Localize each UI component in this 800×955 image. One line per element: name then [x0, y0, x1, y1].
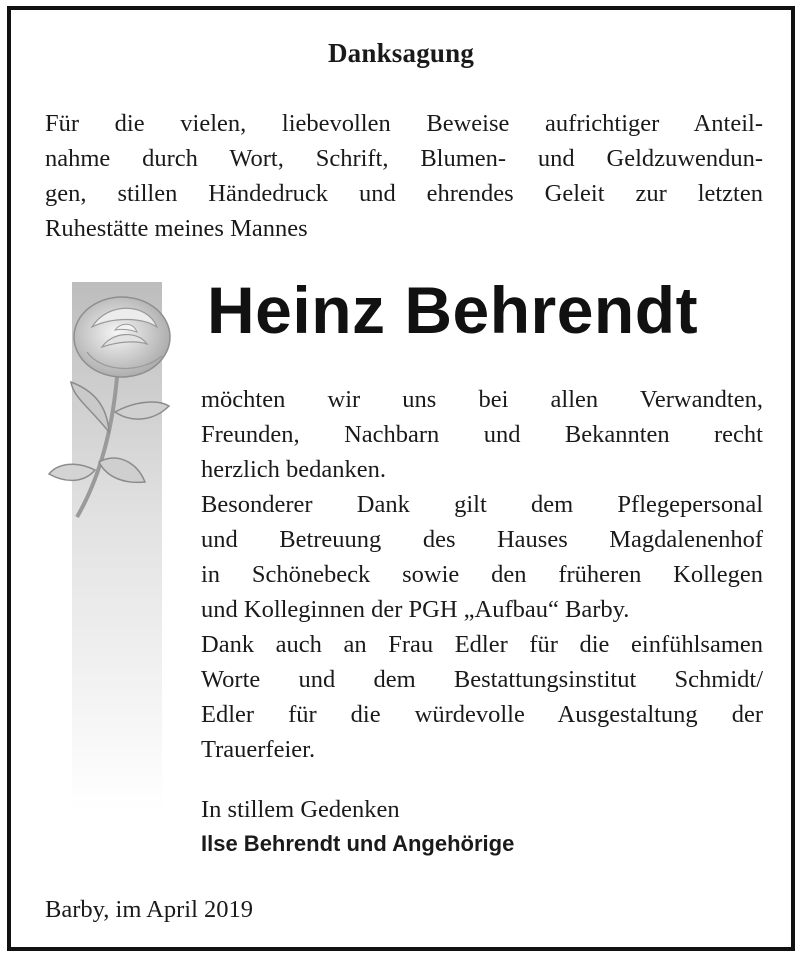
body-line: in Schönebeck sowie den früheren Kollegen: [201, 561, 763, 588]
deceased-name: Heinz Behrendt: [207, 273, 699, 347]
signature: Ilse Behrendt und Angehörige: [201, 831, 515, 856]
intro-line: gen, stillen Händedruck und ehrendes Geleit zur letzten: [45, 180, 763, 207]
body-line: Worte und dem Bestattungsinstitut Schmidt/: [201, 666, 763, 693]
closing-phrase: In stillem Gedenken: [201, 796, 400, 823]
rose-icon: [37, 282, 187, 812]
intro-text: [45, 106, 763, 246]
thanks-text: [201, 382, 763, 767]
notice-frame: [7, 6, 795, 951]
body-line: herzlich bedanken.: [201, 456, 387, 483]
body-line: und Betreuung des Hauses Magdalenenhof: [201, 526, 763, 553]
intro-line: Für die vielen, liebevollen Beweise aufrichtiger Anteil-: [45, 110, 763, 137]
intro-line: Ruhestätte meines Mannes: [45, 215, 308, 242]
intro-line: nahme durch Wort, Schrift, Blumen- und Geldzuwendun-: [45, 145, 763, 172]
body-line: Freunden, Nachbarn und Bekannten recht: [201, 421, 763, 448]
closing-block: [201, 793, 514, 861]
body-line: Besonderer Dank gilt dem Pflegepersonal: [201, 491, 763, 518]
body-line: möchten wir uns bei allen Verwandten,: [201, 386, 763, 413]
body-line: Trauerfeier.: [201, 736, 316, 763]
notice-title: Danksagung: [327, 38, 475, 68]
body-line: und Kolleginnen der PGH „Aufbau“ Barby.: [201, 596, 630, 623]
body-line: Edler für die würdevolle Ausgestaltung der: [201, 701, 763, 728]
body-line: Dank auch an Frau Edler für die einfühlsamen: [201, 631, 763, 658]
place-date: Barby, im April 2019: [45, 896, 254, 923]
